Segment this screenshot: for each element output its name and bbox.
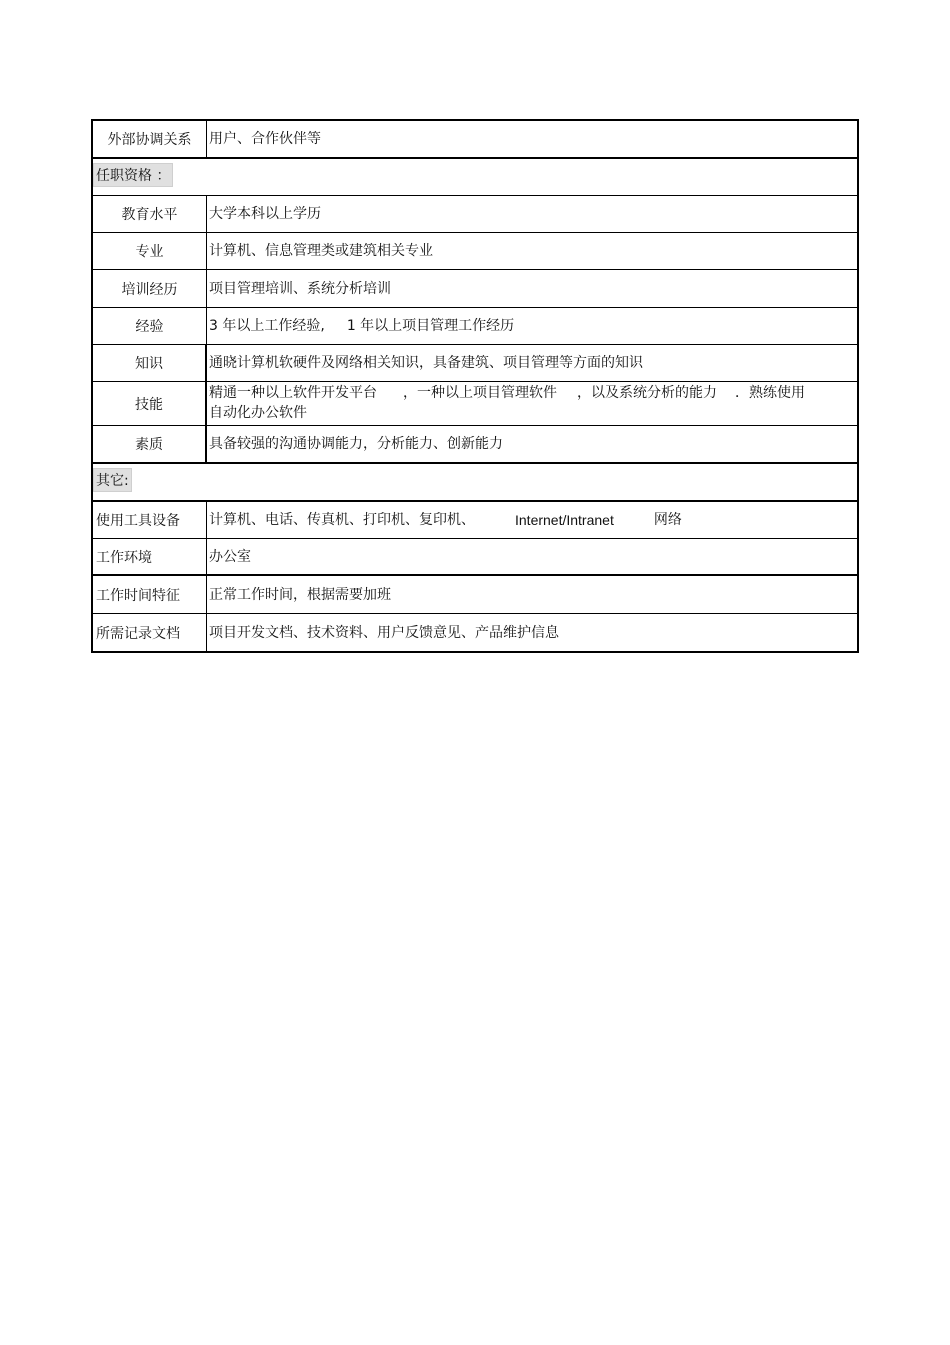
row-skills bbox=[93, 382, 857, 426]
row-label: 所需记录文档 bbox=[93, 614, 207, 651]
row-value: 计算机、信息管理类或建筑相关专业 bbox=[209, 243, 433, 259]
tools-part-2: Internet/Intranet bbox=[515, 512, 614, 528]
row-value: 具备较强的沟通协调能力，分析能力、创新能力 bbox=[209, 436, 503, 452]
row-experience bbox=[93, 308, 857, 345]
section-qualifications bbox=[93, 159, 857, 196]
skills-part-1: 精通一种以上软件开发平台 bbox=[209, 385, 377, 401]
row-knowledge bbox=[93, 345, 857, 382]
row-value bbox=[207, 502, 857, 538]
row-label: 经验 bbox=[93, 308, 207, 344]
row-label: 外部协调关系 bbox=[93, 121, 207, 157]
row-training bbox=[93, 270, 857, 308]
row-label: 教育水平 bbox=[93, 196, 207, 232]
experience-part-2: 1 年以上项目管理工作经历 bbox=[346, 318, 515, 334]
skills-line-2: 自动化办公软件 bbox=[209, 405, 307, 421]
section-other bbox=[93, 464, 857, 502]
row-label: 技能 bbox=[93, 382, 207, 425]
experience-part-1: 3 年以上工作经验, bbox=[209, 318, 325, 334]
row-value: 通晓计算机软硬件及网络相关知识，具备建筑、项目管理等方面的知识 bbox=[209, 355, 643, 371]
row-environment bbox=[93, 539, 857, 576]
row-label: 专业 bbox=[93, 233, 207, 269]
row-label: 素质 bbox=[93, 426, 207, 462]
row-label: 工作时间特征 bbox=[93, 576, 207, 613]
row-value: 项目管理培训、系统分析培训 bbox=[209, 280, 391, 297]
row-major bbox=[93, 233, 857, 270]
row-tools bbox=[93, 502, 857, 539]
skills-part-2: ，一种以上项目管理软件 bbox=[403, 385, 557, 401]
job-description-table bbox=[91, 119, 859, 653]
row-value: 项目开发文档、技术资料、用户反馈意见、产品维护信息 bbox=[209, 624, 559, 641]
skills-part-3: ，以及系统分析的能力 bbox=[577, 385, 717, 401]
skills-part-4: ．熟练使用 bbox=[735, 385, 805, 401]
row-value: 办公室 bbox=[209, 548, 251, 565]
row-work-hours bbox=[93, 576, 857, 614]
row-label: 培训经历 bbox=[93, 270, 207, 307]
row-education bbox=[93, 196, 857, 233]
row-value bbox=[207, 308, 857, 344]
row-value bbox=[207, 382, 857, 425]
section-title: 其它: bbox=[93, 468, 132, 492]
row-label: 知识 bbox=[93, 345, 207, 381]
section-title: 任职资格 ： bbox=[93, 163, 173, 187]
tools-part-1: 计算机、电话、传真机、打印机、复印机、 bbox=[209, 512, 475, 528]
row-external-coordination bbox=[93, 121, 857, 159]
tools-part-3: 网络 bbox=[653, 512, 682, 528]
row-label: 使用工具设备 bbox=[93, 502, 207, 538]
row-value: 大学本科以上学历 bbox=[209, 206, 321, 222]
row-label: 工作环境 bbox=[93, 539, 207, 574]
row-quality bbox=[93, 426, 857, 464]
row-documents bbox=[93, 614, 857, 651]
row-value: 用户、合作伙伴等 bbox=[209, 131, 321, 147]
row-value: 正常工作时间，根据需要加班 bbox=[209, 586, 391, 603]
